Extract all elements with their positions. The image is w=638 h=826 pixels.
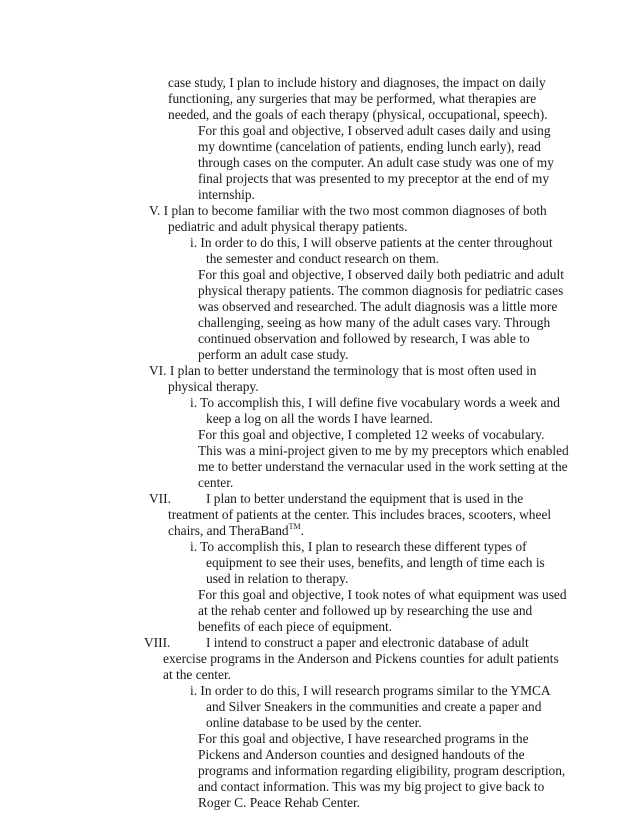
text-line: physical therapy. [168, 379, 259, 394]
text-line: physical therapy patients. The common diagnosis for pediatric cases [198, 283, 564, 298]
text-line: used in relation to therapy. [206, 571, 349, 586]
text-line: perform an adult case study. [198, 347, 349, 362]
text-line: Pickens and Anderson counties and designed handouts of the [198, 747, 525, 762]
text-line: continued observation and followed by research, I was able to [198, 331, 530, 346]
text-line: This was a mini-project given to me by my preceptors which enabled [198, 443, 569, 458]
text-line: programs and information regarding eligibility, program description, [198, 763, 566, 778]
text-line: For this goal and objective, I observed adult cases daily and using [198, 123, 551, 138]
text-line: For this goal and objective, I took notes of what equipment was used [198, 587, 567, 602]
text-line: my downtime (cancelation of patients, ending lunch early), read [198, 139, 541, 154]
text-line: at the center. [163, 667, 232, 682]
text-line: internship. [198, 187, 255, 202]
text-line: I plan to better understand the equipment that is used in the [206, 491, 524, 506]
text-line: keep a log on all the words I have learned. [206, 411, 433, 426]
text-line: exercise programs in the Anderson and Pickens counties for adult patients [163, 651, 559, 666]
text-line: through cases on the computer. An adult case study was one of my [198, 155, 554, 170]
text-line [168, 523, 304, 539]
text-line: benefits of each piece of equipment. [198, 619, 393, 634]
trademark-superscript: TM [288, 522, 301, 531]
text-line: online database to be used by the center. [206, 715, 422, 730]
text-line: final projects that was presented to my preceptor at the end of my [198, 171, 550, 186]
text-line: center. [198, 475, 234, 490]
text-line: I intend to construct a paper and electronic database of adult [206, 635, 529, 650]
text-line: and contact information. This was my big project to give back to [198, 779, 545, 794]
text-run: . [300, 523, 304, 538]
text-line: at the rehab center and followed up by researching the use and [198, 603, 533, 618]
text-line: and Silver Sneakers in the communities and create a paper and [206, 699, 542, 714]
text-line: equipment to see their uses, benefits, and length of time each is [206, 555, 545, 570]
text-line: case study, I plan to include history and diagnoses, the impact on daily [168, 75, 546, 90]
text-line: the semester and conduct research on them. [206, 251, 440, 266]
section-numeral: VIII. [144, 635, 171, 650]
text-line: was observed and researched. The adult diagnosis was a little more [198, 299, 558, 314]
text-line: For this goal and objective, I completed 12 weeks of vocabulary. [198, 427, 545, 442]
text-line: i. In order to do this, I will research programs similar to the YMCA [190, 683, 551, 698]
text-run: chairs, and TheraBand [168, 523, 289, 538]
text-line: Roger C. Peace Rehab Center. [198, 795, 361, 810]
text-line: For this goal and objective, I observed daily both pediatric and adult [198, 267, 564, 282]
text-line: treatment of patients at the center. This includes braces, scooters, wheel [168, 507, 552, 522]
text-line: i. In order to do this, I will observe patients at the center throughout [190, 235, 553, 250]
text-line: challenging, seeing as how many of the adult cases vary. Through [198, 315, 551, 330]
text-line: V. I plan to become familiar with the two most common diagnoses of both [149, 203, 547, 218]
text-line: i. To accomplish this, I will define five vocabulary words a week and [190, 395, 560, 410]
text-line: needed, and the goals of each therapy (physical, occupational, speech). [168, 107, 548, 122]
text-line: functioning, any surgeries that may be performed, what therapies are [168, 91, 537, 106]
text-line: VI. I plan to better understand the terminology that is most often used in [149, 363, 537, 378]
text-line: i. To accomplish this, I plan to research these different types of [190, 539, 527, 554]
section-numeral: VII. [149, 491, 171, 506]
text-line: me to better understand the vernacular used in the work setting at the [198, 459, 568, 474]
text-line: For this goal and objective, I have researched programs in the [198, 731, 529, 746]
text-line: pediatric and adult physical therapy patients. [168, 219, 408, 234]
